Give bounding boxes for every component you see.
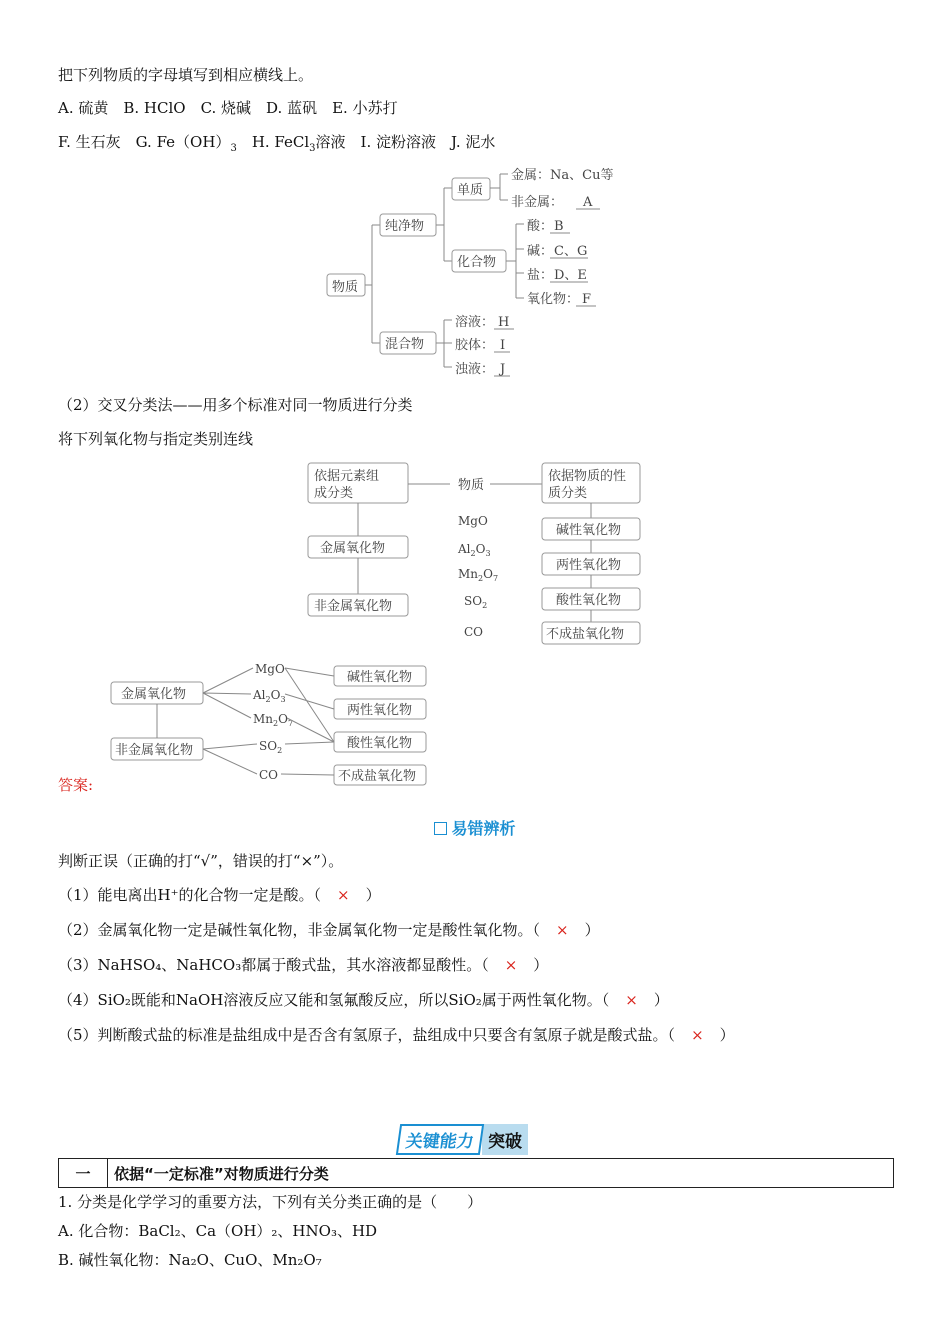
d2-right-header-l1: 依据物质的性 [548,469,627,484]
checkbox-icon [434,822,447,835]
tree-nonmetal-label: 非金属： [511,195,564,210]
section-title: 依据“一定标准”对物质进行分类 [108,1159,894,1188]
tree-solution-answer: H [498,315,510,330]
d2-substance-mgo: MgO [458,514,488,528]
question-1-option-a: A. 化合物：BaCl₂、Ca（OH）₂、HNO₃、HD [58,1222,378,1240]
judgement-2: （2）金属氧化物一定是碱性氧化物，非金属氧化物一定是酸性氧化物。（ × ） [58,921,600,939]
d3-cat-basic: 碱性氧化物 [347,670,413,685]
tree-base-answer: C、G [554,244,588,259]
d2-substance-al2o3: $Al_2O_3$ [458,542,491,558]
key-banner-label: 关键能力 [396,1124,484,1155]
d2-cat-acidic: 酸性氧化物 [556,593,622,608]
answer-label: 答案: [58,776,94,794]
d2-right-header-l2: 质分类 [548,486,588,501]
cross-heading: （2）交叉分类法——用多个标准对同一物质进行分类 [58,396,413,414]
d2-substance-so2: $SO_2$ [464,594,488,610]
d3-substance-mgo: MgO [255,662,285,676]
d2-cat-neutral: 不成盐氧化物 [546,627,625,642]
d2-nonmetal-oxide: 非金属氧化物 [314,599,393,614]
options-row-1: A. 硫黄 B. HClO C. 烧碱 D. 蓝矾 E. 小苏打 [58,99,398,117]
tree-colloid-label: 胶体： [455,338,495,353]
tree-suspension-answer: J [500,362,506,377]
d2-cat-basic: 碱性氧化物 [556,523,622,538]
tree-acid-answer: B [554,219,564,234]
tree-element: 单质 [457,183,484,198]
d2-metal-oxide: 金属氧化物 [320,541,386,556]
d2-left-header-l2: 成分类 [314,486,354,501]
d3-cat-amphoteric: 两性氧化物 [347,703,413,718]
d2-substance-mn2o7: $Mn_2O_7$ [458,567,499,583]
d2-cat-amphoteric: 两性氧化物 [556,558,622,573]
tree-root: 物质 [332,280,359,295]
tree-colloid-answer: I [500,338,506,353]
tree-solution-label: 溶液： [455,315,495,330]
d3-substance-mn2o7: $Mn_2O_7$ [253,712,294,728]
d3-cat-neutral: 不成盐氧化物 [338,769,417,784]
section-header-table [58,1158,894,1188]
tree-oxide-label: 氧化物： [527,292,580,307]
classification-tree [320,160,650,385]
tree-nonmetal-answer: A [583,195,593,210]
section-number: 一 [59,1159,108,1188]
d3-cat-acidic: 酸性氧化物 [347,736,413,751]
judgement-3: （3）NaHSO₄、NaHCO₃都属于酸式盐，其水溶液都显酸性。（ × ） [58,956,549,974]
answer-diagram [105,656,435,791]
options-row-2: F. 生石灰 G. $Fe(OH)_3$ H. FeCl$_3$溶液 I. 淀粉溶液 J. 泥水 [58,133,496,154]
question-1: 1. 分类是化学学习的重要方法，下列有关分类正确的是（ ） [58,1193,483,1211]
d2-left-header-l1: 依据元素组 [314,469,380,484]
judgement-1: （1）能电离出H⁺的化合物一定是酸。（ × ） [58,886,381,904]
judge-intro: 判断正误（正确的打“√”，错误的打“×”）。 [58,852,344,870]
d2-substance-co: CO [464,625,484,639]
d3-substance-al2o3: $Al_2O_3$ [253,688,286,704]
judgement-5: （5）判断酸式盐的标准是盐组成中是否含有氢原子，盐组成中只要含有氢原子就是酸式盐。（ × ） [58,1026,735,1044]
tree-metal: 金属：Na、Cu等 [511,168,614,183]
tree-base-label: 碱： [527,244,554,259]
tree-pure: 纯净物 [385,219,425,234]
tree-mixture: 混合物 [385,337,425,352]
tree-suspension-label: 浊液： [455,362,495,377]
oxide-classification-diagram [300,458,650,648]
tree-oxide-answer: F [582,292,592,307]
key-ability-banner [398,1124,528,1150]
d3-substance-so2: $SO_2$ [259,739,283,755]
cross-task: 将下列氧化物与指定类别连线 [58,430,254,448]
d2-center-header: 物质 [458,478,485,493]
tree-acid-label: 酸： [527,219,554,234]
error-section-title: 易错辨析 [0,816,950,839]
tree-compound: 化合物 [457,255,497,270]
d3-substance-co: CO [259,768,279,782]
tree-salt-answer: D、E [554,268,587,283]
d3-nonmetal-oxide: 非金属氧化物 [115,743,194,758]
d3-metal-oxide: 金属氧化物 [121,687,187,702]
judgement-4: （4）SiO₂既能和NaOH溶液反应又能和氢氟酸反应，所以SiO₂属于两性氧化物。（ × ） [58,991,669,1009]
intro-text: 把下列物质的字母填写到相应横线上。 [58,66,314,84]
tree-salt-label: 盐： [527,268,554,283]
question-1-option-b: B. 碱性氧化物：Na₂O、CuO、Mn₂O₇ [58,1251,322,1269]
key-banner-suffix: 突破 [482,1124,528,1155]
